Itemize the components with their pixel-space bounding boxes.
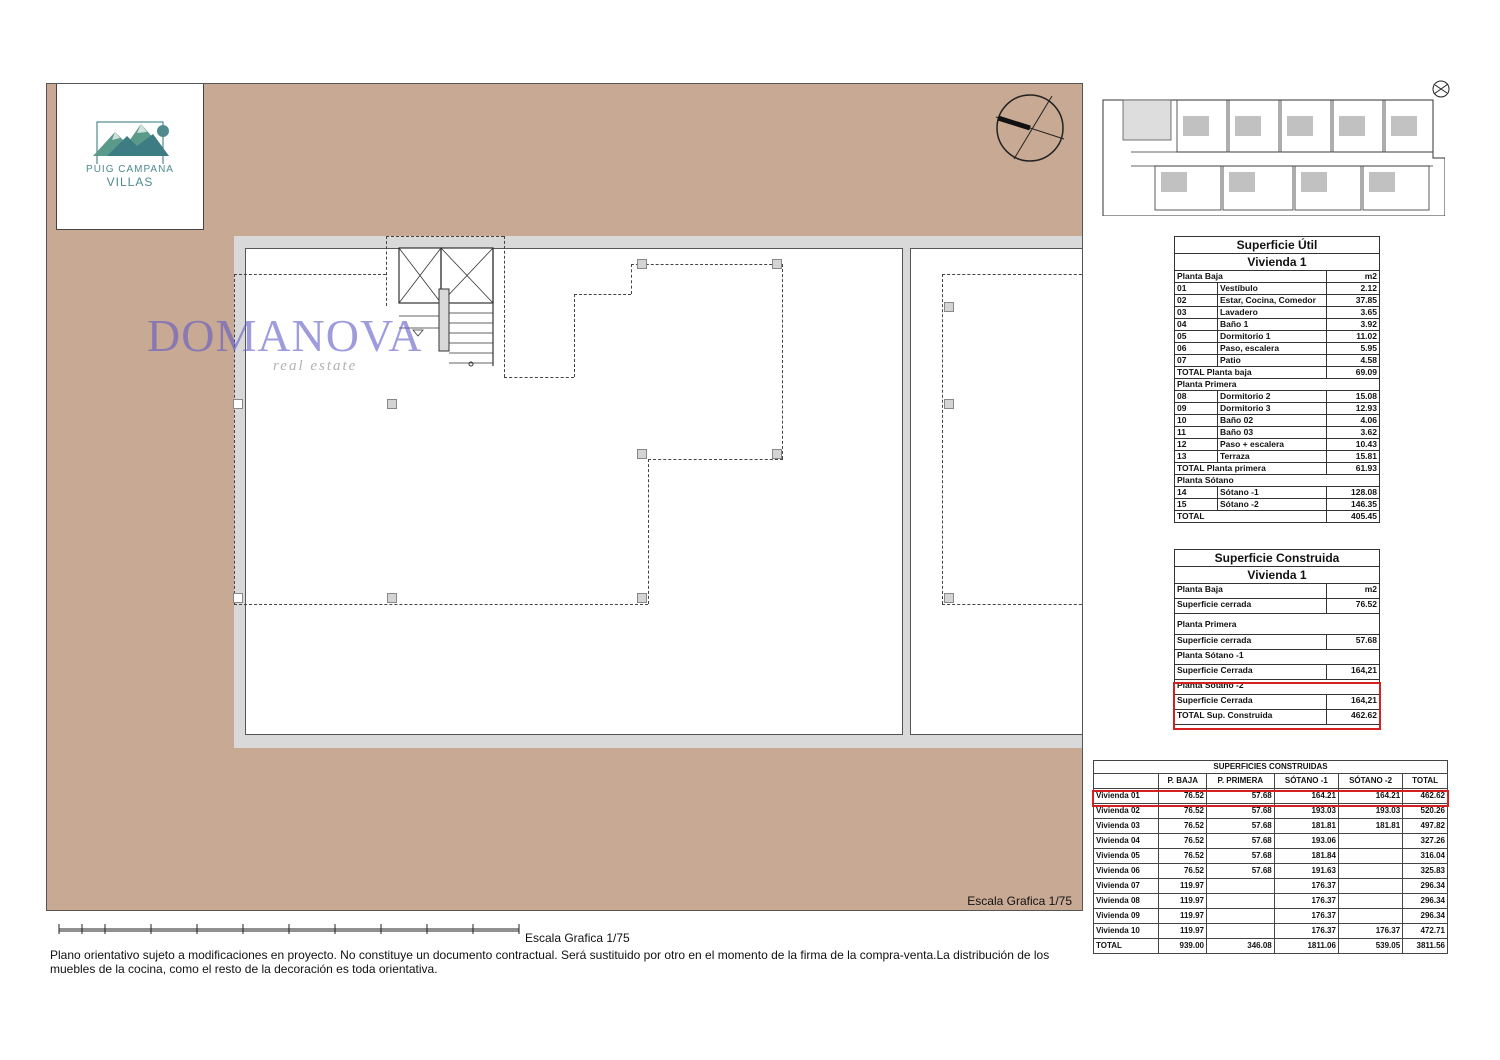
column-header: SÓTANO -1: [1274, 774, 1338, 789]
section-label: Planta Primera: [1175, 614, 1380, 635]
room-area: 4.58: [1327, 355, 1380, 367]
room-row: [1175, 307, 1380, 319]
room-number: 07: [1175, 355, 1218, 367]
pillar: [233, 399, 243, 409]
room-area: 3.92: [1327, 319, 1380, 331]
total-value: 346.08: [1206, 939, 1274, 954]
disclaimer: Plano orientativo sujeto a modificaciones en proyecto. No constituye un documento contractual. Será sustituido por otro en el momento de la firma de la compra-venta.La distribución de los muebles de la cocina, como el resto de la decoración es toda orientativa.: [50, 948, 1050, 976]
room-name: Dormitorio 3: [1218, 403, 1327, 415]
north-arrow-icon: [1431, 79, 1451, 99]
cell-value: 176.37: [1274, 879, 1338, 894]
room-name: Sótano -2: [1218, 499, 1327, 511]
basement-room-right: [910, 248, 1083, 735]
pillar: [233, 593, 243, 603]
pillar: [387, 593, 397, 603]
room-number: 05: [1175, 331, 1218, 343]
highlight-box: [1173, 682, 1381, 730]
room-row: [1175, 283, 1380, 295]
row-label: Superficie Cerrada: [1175, 695, 1327, 710]
room-area: 3.62: [1327, 427, 1380, 439]
room-name: Estar, Cocina, Comedor: [1218, 295, 1327, 307]
cell-value: 181.81: [1338, 819, 1402, 834]
compass-icon: [994, 92, 1066, 164]
room-area: 15.81: [1327, 451, 1380, 463]
room-area: 10.43: [1327, 439, 1380, 451]
cell-value: 176.37: [1274, 924, 1338, 939]
dash-outline: [631, 264, 632, 294]
room-area: 4.06: [1327, 415, 1380, 427]
room-number: 02: [1175, 295, 1218, 307]
cell-value: 497.82: [1403, 819, 1448, 834]
cell-value: 76.52: [1159, 834, 1207, 849]
total-value: 61.93: [1327, 463, 1380, 475]
mountain-logo-icon: [57, 84, 205, 164]
section-label: Planta Primera: [1175, 379, 1380, 391]
row-label: Vivienda 06: [1094, 864, 1159, 879]
dash-outline: [574, 294, 631, 295]
cell-value: 119.97: [1159, 924, 1207, 939]
watermark-subtitle: real estate: [273, 358, 358, 374]
pillar: [637, 593, 647, 603]
room-number: 14: [1175, 487, 1218, 499]
pillar: [387, 399, 397, 409]
cell-value: 76.52: [1159, 864, 1207, 879]
column-header: [1094, 774, 1159, 789]
room-row: [1175, 415, 1380, 427]
cell-value: 193.06: [1274, 834, 1338, 849]
cell-value: [1338, 864, 1402, 879]
cell-value: 57.68: [1206, 804, 1274, 819]
cell-value: 327.26: [1403, 834, 1448, 849]
cell-value: 164.21: [1338, 789, 1402, 804]
room-number: 03: [1175, 307, 1218, 319]
cell-value: 296.34: [1403, 879, 1448, 894]
dash-outline: [574, 294, 575, 377]
row-label: Vivienda 03: [1094, 819, 1159, 834]
pillar: [944, 302, 954, 312]
dash-outline: [942, 604, 1083, 605]
room-number: 10: [1175, 415, 1218, 427]
cell-value: 76.52: [1159, 804, 1207, 819]
table-row: [1094, 834, 1448, 849]
row-label: Vivienda 10: [1094, 924, 1159, 939]
cell-value: [1338, 834, 1402, 849]
pillar: [637, 259, 647, 269]
table-row: [1094, 894, 1448, 909]
room-row: [1175, 331, 1380, 343]
site-plan-thumbnail: [1095, 96, 1445, 216]
logo: [56, 83, 204, 230]
scale-label: Escala Grafica 1/75: [967, 894, 1072, 908]
room-name: Paso, escalera: [1218, 343, 1327, 355]
row-label: Superficie cerrada: [1175, 635, 1327, 650]
cell-value: 76.52: [1159, 819, 1207, 834]
dash-outline: [782, 264, 783, 459]
row-value: 164,21: [1327, 695, 1380, 710]
room-number: 13: [1175, 451, 1218, 463]
floor-plan: [46, 83, 1083, 911]
row-label: Vivienda 01: [1094, 789, 1159, 804]
room-name: Patio: [1218, 355, 1327, 367]
row-value: 57.68: [1327, 635, 1380, 650]
cell-value: [1338, 849, 1402, 864]
pillar: [944, 399, 954, 409]
room-number: 08: [1175, 391, 1218, 403]
room-row: [1175, 403, 1380, 415]
room-number: 04: [1175, 319, 1218, 331]
table-row: [1094, 879, 1448, 894]
room-name: Vestíbulo: [1218, 283, 1327, 295]
dash-outline: [648, 459, 783, 460]
room-row: [1175, 391, 1380, 403]
cell-value: 57.68: [1206, 789, 1274, 804]
cell-value: [1338, 879, 1402, 894]
table-row: [1094, 849, 1448, 864]
room-area: 15.08: [1327, 391, 1380, 403]
room-area: 37.85: [1327, 295, 1380, 307]
dash-outline: [234, 604, 648, 605]
dash-outline: [631, 264, 782, 265]
util-title: Superficie Útil: [1175, 237, 1380, 254]
total-label: TOTAL: [1175, 511, 1327, 523]
cell-value: 191.63: [1274, 864, 1338, 879]
room-name: Baño 02: [1218, 415, 1327, 427]
cell-value: [1206, 924, 1274, 939]
cell-value: 164.21: [1274, 789, 1338, 804]
superficie-util-table: [1174, 236, 1380, 523]
room-row: [1175, 439, 1380, 451]
cell-value: [1206, 909, 1274, 924]
cell-value: 181.81: [1274, 819, 1338, 834]
room-row: [1175, 451, 1380, 463]
cell-value: 57.68: [1206, 834, 1274, 849]
cell-value: 176.37: [1274, 894, 1338, 909]
room-number: 06: [1175, 343, 1218, 355]
cell-value: 296.34: [1403, 909, 1448, 924]
table-row: [1094, 864, 1448, 879]
section-label: Planta Sótano -2: [1175, 680, 1380, 695]
room-area: 3.65: [1327, 307, 1380, 319]
row-label: Vivienda 07: [1094, 879, 1159, 894]
table-row: [1094, 819, 1448, 834]
watermark: DOMANOVA: [147, 310, 423, 361]
row-label: Vivienda 09: [1094, 909, 1159, 924]
room-row: [1175, 343, 1380, 355]
room-number: 01: [1175, 283, 1218, 295]
room-row: [1175, 295, 1380, 307]
dash-outline: [942, 274, 943, 604]
dash-outline: [234, 274, 386, 275]
table-row: [1094, 924, 1448, 939]
summary-title: SUPERFICIES CONSTRUIDAS: [1094, 761, 1448, 774]
room-row: [1175, 319, 1380, 331]
total-value: 3811.56: [1403, 939, 1448, 954]
cell-value: 57.68: [1206, 849, 1274, 864]
room-row: [1175, 487, 1380, 499]
room-name: Baño 1: [1218, 319, 1327, 331]
room-area: 11.02: [1327, 331, 1380, 343]
cell-value: 316.04: [1403, 849, 1448, 864]
cell-value: [1338, 894, 1402, 909]
total-value: 69.09: [1327, 367, 1380, 379]
section-label: Planta Baja: [1175, 271, 1327, 283]
dash-outline: [648, 459, 649, 604]
cell-value: 181.84: [1274, 849, 1338, 864]
room-name: Baño 03: [1218, 427, 1327, 439]
total-value: 939.00: [1159, 939, 1207, 954]
room-number: 11: [1175, 427, 1218, 439]
room-name: Sótano -1: [1218, 487, 1327, 499]
column-header: TOTAL: [1403, 774, 1448, 789]
unit-label: m2: [1327, 271, 1380, 283]
room-row: [1175, 355, 1380, 367]
row-label: Superficie Cerrada: [1175, 665, 1327, 680]
section-label: Planta Sótano: [1175, 475, 1380, 487]
room-area: 146.35: [1327, 499, 1380, 511]
column-header: P. PRIMERA: [1206, 774, 1274, 789]
row-label: Vivienda 04: [1094, 834, 1159, 849]
row-label: Vivienda 02: [1094, 804, 1159, 819]
unit-label: m2: [1327, 584, 1380, 599]
room-name: Terraza: [1218, 451, 1327, 463]
room-name: Paso + escalera: [1218, 439, 1327, 451]
room-name: Dormitorio 2: [1218, 391, 1327, 403]
construida-subtitle: Vivienda 1: [1175, 567, 1380, 584]
total-value: 1811.06: [1274, 939, 1338, 954]
scale-label-below: Escala Grafica 1/75: [525, 931, 630, 945]
cell-value: 119.97: [1159, 894, 1207, 909]
pillar: [772, 449, 782, 459]
cell-value: 119.97: [1159, 879, 1207, 894]
total-value: 405.45: [1327, 511, 1380, 523]
cell-value: 76.52: [1159, 789, 1207, 804]
total-value: 539.05: [1338, 939, 1402, 954]
scale-bar: [57, 922, 522, 936]
room-number: 09: [1175, 403, 1218, 415]
logo-line2: VILLAS: [106, 175, 154, 189]
pillar: [944, 593, 954, 603]
row-label: Vivienda 08: [1094, 894, 1159, 909]
table-row: [1094, 909, 1448, 924]
room-row: [1175, 499, 1380, 511]
pillar: [772, 259, 782, 269]
cell-value: [1338, 909, 1402, 924]
room-area: 128.08: [1327, 487, 1380, 499]
room-name: Dormitorio 1: [1218, 331, 1327, 343]
construida-title: Superficie Construida: [1175, 550, 1380, 567]
row-label: Superficie cerrada: [1175, 599, 1327, 614]
column-header: SÓTANO -2: [1338, 774, 1402, 789]
cell-value: 462.62: [1403, 789, 1448, 804]
room-area: 5.95: [1327, 343, 1380, 355]
row-label: Vivienda 05: [1094, 849, 1159, 864]
logo-line1: PUIG CAMPANA: [86, 164, 174, 175]
total-label: TOTAL Sup. Construida: [1175, 710, 1327, 725]
pillar: [637, 449, 647, 459]
cell-value: 176.37: [1274, 909, 1338, 924]
room-number: 12: [1175, 439, 1218, 451]
cell-value: [1206, 879, 1274, 894]
cell-value: 520.26: [1403, 804, 1448, 819]
room-area: 2.12: [1327, 283, 1380, 295]
total-label: TOTAL: [1094, 939, 1159, 954]
dash-outline: [942, 274, 1083, 275]
cell-value: 119.97: [1159, 909, 1207, 924]
total-label: TOTAL Planta primera: [1175, 463, 1327, 475]
dash-outline: [504, 236, 505, 377]
cell-value: 76.52: [1159, 849, 1207, 864]
total-value: 462.62: [1327, 710, 1380, 725]
row-value: 164,21: [1327, 665, 1380, 680]
util-subtitle: Vivienda 1: [1175, 254, 1380, 271]
total-label: TOTAL Planta baja: [1175, 367, 1327, 379]
cell-value: 193.03: [1338, 804, 1402, 819]
cell-value: [1206, 894, 1274, 909]
room-area: 12.93: [1327, 403, 1380, 415]
cell-value: 57.68: [1206, 864, 1274, 879]
room-row: [1175, 427, 1380, 439]
cell-value: 296.34: [1403, 894, 1448, 909]
highlight-row-box: [1092, 790, 1449, 807]
dash-outline: [504, 377, 574, 378]
cell-value: 57.68: [1206, 819, 1274, 834]
cell-value: 176.37: [1338, 924, 1402, 939]
room-name: Lavadero: [1218, 307, 1327, 319]
room-number: 15: [1175, 499, 1218, 511]
section-label: Planta Sótano -1: [1175, 650, 1380, 665]
cell-value: 472.71: [1403, 924, 1448, 939]
section-label: Planta Baja: [1175, 584, 1327, 599]
cell-value: 193.03: [1274, 804, 1338, 819]
cell-value: 325.83: [1403, 864, 1448, 879]
row-value: 76.52: [1327, 599, 1380, 614]
column-header: P. BAJA: [1159, 774, 1207, 789]
